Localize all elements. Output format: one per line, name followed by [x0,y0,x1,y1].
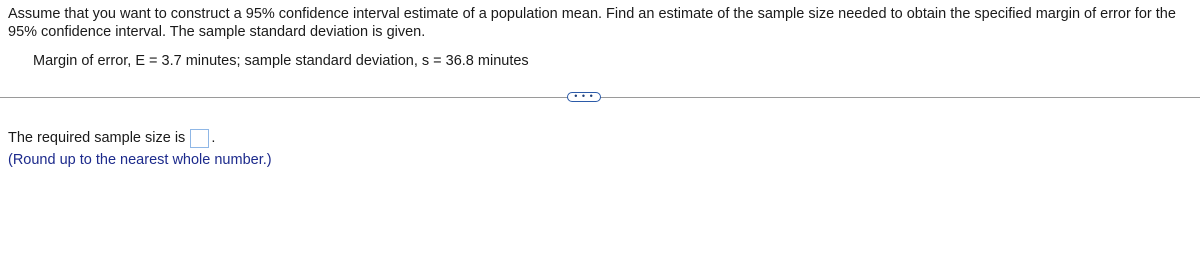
answer-line [8,128,215,148]
expand-more-button[interactable] [567,92,601,102]
rounding-hint: (Round up to the nearest whole number.) [8,152,272,168]
answer-suffix: . [211,130,216,146]
answer-prefix: The required sample size is [8,130,186,146]
given-values: Margin of error, E = 3.7 minutes; sample standard deviation, s = 36.8 minutes [33,53,529,69]
question-text: Assume that you want to construct a 95% confidence interval estimate of a population mean. Find an estimate of the sample size needed to obtain the specified margin of error for the 95% confidence interval. The sample standard deviation is given. [8,6,1176,40]
sample-size-answer-input[interactable] [190,129,209,148]
ellipsis-icon: • • • [574,90,594,101]
